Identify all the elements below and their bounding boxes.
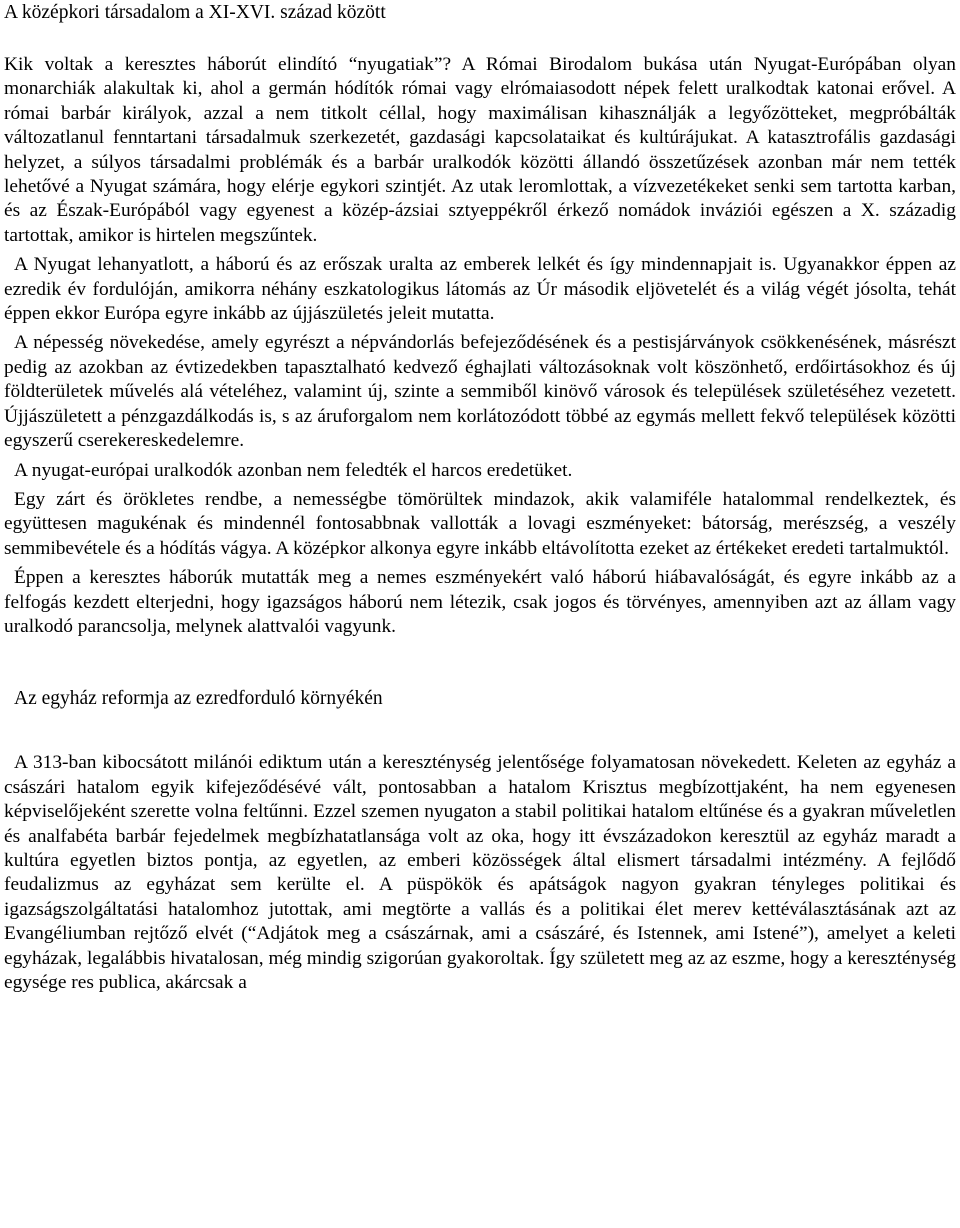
section-paragraph: A 313-ban kibocsátott milánói ediktum után a kereszténység jelentősége folyamatosan növekedett. Keleten az egyház a császári hatalom egyik kifejeződésévé vált, pontosabban a hatalom Krisztus megbízottjaként, ha nem egyenesen képviselőjeként szerette volna feltűnni. Ezzel szemen nyugaton a stabil politikai hatalom eltűnése és a gyakran műveletlen és analfabéta barbár fejedelmek megbízhatatlansága volt az oka, hogy itt évszázadokon keresztül az egyház maradt a kultúra egyetlen biztos pontja, az egyetlen, az emberi közösségek által elismert társadalmi intézmény. A fejlődő feudalizmus az egyházat sem kerülte el. A püspökök és apátságok nagyon gyakran tényleges politikai és igazságszolgáltatási hatalomhoz jutottak, ami megtörte a vallás és a politikai élet merev kettéválasztásának azt az Evangéliumban rejtőző elvét (“Adjátok meg a császárnak, ami a császáré, és Istennek, ami Istené”), amelyet a keleti egyházak, legalábbis hivatalosan, még mindig szigorúan gyakoroltak. Így született meg az az eszme, hogy a kereszténység egysége res publica, akárcsak a [4, 752, 956, 993]
section-heading: Az egyház reformja az ezredforduló környékén [14, 688, 383, 710]
paragraph-1: Kik voltak a keresztes háborút elindító “nyugatiak”? A Római Birodalom bukása után Nyugat-Európában olyan monarchiák alakultak ki, ahol a germán hódítók római vagy elrómaiasodott népek felett uralkodtak katonai erővel. A római barbár királyok, azzal a nem titkolt céllal, hogy maximálisan kihasználják a legyőzötteket, megpróbálták változatlanul fenntartani társadalmuk szerkezetét, gazdasági kapcsolataikat és kultúrájukat. A katasztrofális gazdasági helyzet, a súlyos társadalmi problémák és a barbár uralkodók közötti állandó összetűzések azonban már nem tették lehetővé a Nyugat számára, hogy elérje egykori szintjét. Az utak leromlottak, a vízvezetékeket senki sem tartotta karban, és az Észak-Európából vagy egyenest a közép-ázsiai sztyeppékről érkező nomádok inváziói egészen a X. századig tartottak, amikor is hirtelen megszűntek. [4, 54, 956, 246]
document-title: A középkori társadalom a XI-XVI. század között [4, 2, 386, 23]
paragraph-6: Éppen a keresztes háborúk mutatták meg a nemes eszményekért való háború hiábavalóságát, és egyre inkább az a felfogás kezdett elterjedni, hogy igazságos háború nem létezik, csak jogos és törvényes, amennyiben azt az állam vagy uralkodó parancsolja, melynek alattvalói vagyunk. [4, 567, 956, 637]
paragraph-5: Egy zárt és örökletes rendbe, a nemességbe tömörültek mindazok, akik valamiféle hatalommal rendelkeztek, és együttesen magukénak és mindennél fontosabbnak vallották a lovagi eszményeket: bátorság, merészség, a veszély semmibevétele és a hódítás vágya. A középkor alkonya egyre inkább eltávolította ezeket az értékeket eredeti tartalmuktól. [4, 488, 956, 559]
paragraph-2: A Nyugat lehanyatlott, a háború és az erőszak uralta az emberek lelkét és így mindennapjait is. Ugyanakkor éppen az ezredik év fordulóján, amikorra néhány eszkatologikus látomás az Úr második eljövetelét és a világ végét jósolta, tehát éppen ekkor Európa egyre inkább az újjászületés jeleit mutatta. [4, 254, 956, 325]
paragraph-3: A népesség növekedése, amely egyrészt a népvándorlás befejeződésének és a pestisjárványok csökkenésének, másrészt pedig az azokban az évtizedekben tapasztalható kedvező éghajlati változásoknak volt köszönhető, erdőirtásokhoz és új földterületek művelés alá vételéhez, valamint új, szinte a semmiből kinövő városok és települések születéséhez vezetett. Újjászületett a pénzgazdálkodás is, s az áruforgalom nem korlátozódott többé az egymás mellett fekvő települések közötti egyszerű cserekereskedelemre. [4, 332, 956, 452]
paragraph-4: A nyugat-európai uralkodók azonban nem feledték el harcos eredetüket. [14, 459, 573, 481]
